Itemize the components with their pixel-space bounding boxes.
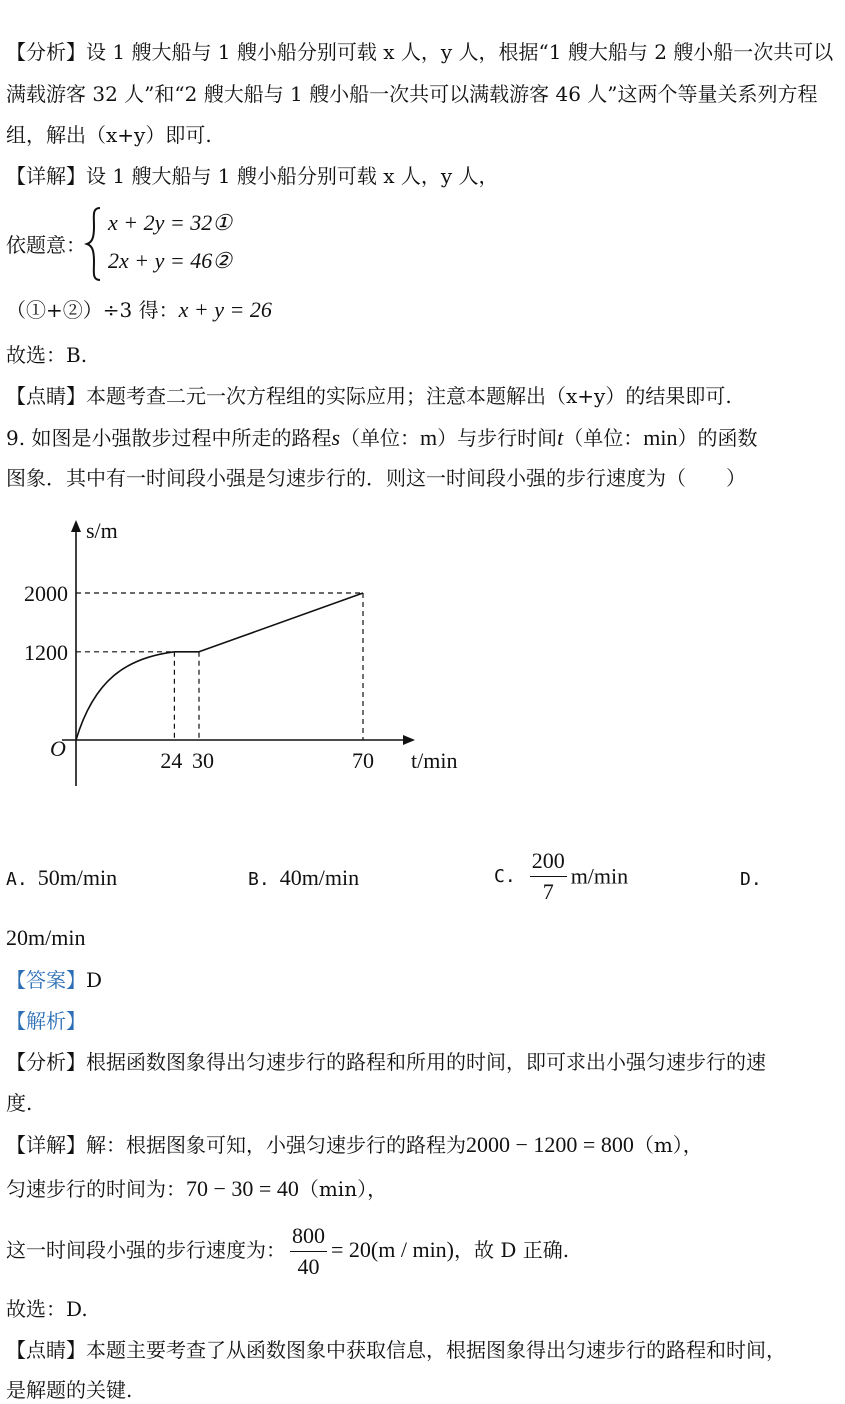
q8-analysis-tag: 【分析】: [6, 40, 86, 64]
q9-answer: D: [86, 968, 103, 992]
q9-analysis-text1: 根据函数图象得出匀速步行的路程和所用的时间，即可求出小强匀速步行的速: [86, 1050, 766, 1074]
q8-step-prefix: （①+②）÷3 得：: [6, 298, 179, 322]
option-c-denominator: 7: [542, 879, 554, 904]
chart-axes: [62, 520, 415, 786]
q9-unit-t-close: ）的函数: [677, 426, 758, 450]
option-a[interactable]: [6, 864, 117, 894]
q9-stem-line1: [6, 424, 758, 452]
q8-comment-text: 本题考查二元一次方程组的实际应用；注意本题解出（x+y）的结果即可.: [86, 384, 732, 408]
q8-analysis-line3: 组，解出（x+y）即可.: [6, 123, 212, 147]
option-d-letter: D.: [740, 869, 762, 890]
brace-icon: [84, 206, 104, 282]
q8-comment-tag: 【点睛】: [6, 384, 86, 408]
q9-choice: 故选：D.: [6, 1297, 88, 1321]
q9-unit-min: min: [643, 425, 678, 450]
q8-analysis-line2: 满载游客 32 人”和“2 艘大船与 1 艘小船一次共可以满载游客 46 人”这两个等量关系列方程: [6, 82, 818, 106]
q9-speed-denominator: 40: [297, 1254, 320, 1279]
q9-detail-unit1: （m），: [633, 1133, 703, 1157]
option-b-letter: B.: [248, 869, 270, 890]
q9-var-s: s: [331, 425, 341, 450]
q9-detail-expr1: 2000 − 1200 = 800: [466, 1132, 634, 1157]
q9-unit-t-open: （单位：: [563, 426, 644, 450]
chart-series: [76, 593, 363, 740]
option-c-unit: m/min: [570, 863, 629, 889]
q9-explain-tag: 【解析】: [6, 1009, 86, 1033]
q9-stem-text1: 9. 如图是小强散步过程中所走的路程: [6, 426, 332, 450]
q8-equation-2: 2x + y = 46②: [108, 248, 232, 273]
q9-comment-tag: 【点睛】: [6, 1338, 86, 1362]
q8-equation-1: x + 2y = 32①: [108, 210, 232, 235]
q9-unit-s-close: ）与步行时间: [437, 426, 558, 450]
y-tick-label-1200: 1200: [24, 639, 68, 665]
q9-comment-line1: [6, 1336, 786, 1364]
q9-comment-text1: 本题主要考查了从函数图象中获取信息，根据图象得出匀速步行的路程和时间，: [86, 1338, 786, 1362]
q9-detail-line3: [6, 1218, 569, 1282]
q9-analysis-line2: 度.: [6, 1091, 33, 1115]
x-tick-label-30: 30: [192, 748, 214, 773]
chart-labels: [24, 518, 457, 773]
y-axis-label: s/m: [86, 518, 118, 543]
q8-step-line: [6, 296, 272, 324]
option-a-letter: A.: [6, 869, 28, 890]
option-c-numerator: 200: [530, 846, 567, 877]
q8-comment-line: [6, 382, 732, 410]
q9-stem-line2: 图象．其中有一时间段小强是匀速步行的．则这一时间段小强的步行速度为（ ）: [6, 466, 746, 490]
q9-detail-text2: 匀速步行的时间为：: [6, 1177, 186, 1201]
option-c[interactable]: [494, 846, 628, 907]
q9-unit-s-open: （单位：: [340, 426, 421, 450]
option-b[interactable]: [248, 864, 359, 894]
q9-speed-fraction: [290, 1221, 327, 1282]
option-d-value: 20m/min: [6, 925, 86, 950]
q9-analysis-line1: [6, 1048, 766, 1076]
option-a-value: 50m/min: [37, 865, 118, 890]
q8-detail-line1: [6, 162, 499, 190]
series-curve: [76, 652, 174, 740]
q9-comment-line2: 是解题的关键.: [6, 1378, 133, 1402]
q9-speed-result: = 20(m / min): [331, 1237, 455, 1262]
q9-detail-unit2: （min），: [298, 1177, 388, 1201]
q9-detail-conclusion: ，故 D 正确.: [454, 1238, 570, 1262]
q8-system-label: 依题意：: [6, 233, 86, 257]
q9-detail-text3: 这一时间段小强的步行速度为：: [6, 1238, 286, 1262]
q9-detail-expr2: 70 − 30 = 40: [186, 1176, 299, 1201]
q9-detail-tag: 【详解】: [6, 1133, 86, 1157]
x-axis-label: t/min: [411, 748, 458, 773]
q8-choice: 故选：B.: [6, 343, 88, 367]
q9-detail-text1: 解：根据图象可知，小强匀速步行的路程为: [86, 1133, 466, 1157]
q9-answer-tag: 【答案】: [6, 968, 86, 992]
q8-analysis-line1: [6, 38, 833, 66]
q8-detail-tag: 【详解】: [6, 164, 86, 188]
q8-detail-text: 设 1 艘大船与 1 艘小船分别可载 x 人，y 人，: [86, 164, 499, 188]
origin-label: O: [50, 736, 66, 761]
y-tick-label-2000: 2000: [24, 581, 68, 606]
q8-step-expression: x + y = 26: [178, 297, 272, 322]
option-c-fraction: [530, 846, 567, 907]
q9-detail-line2: [6, 1175, 387, 1203]
q9-answer-line: [6, 966, 102, 994]
q9-var-t: t: [557, 425, 564, 450]
distance-time-chart: [10, 512, 490, 812]
q9-speed-numerator: 800: [290, 1221, 327, 1252]
q8-analysis-text1: 设 1 艘大船与 1 艘小船分别可载 x 人，y 人，根据“1 艘大船与 2 艘小船一次共可以: [86, 40, 834, 64]
option-c-letter: C.: [494, 865, 516, 887]
x-tick-label-70: 70: [352, 748, 374, 773]
q9-analysis-tag: 【分析】: [6, 1050, 86, 1074]
y-axis-arrow-icon: [71, 520, 81, 532]
chart-guides: [76, 593, 363, 740]
series-linear: [199, 593, 363, 652]
q9-unit-m: m: [420, 425, 438, 450]
option-d[interactable]: [740, 864, 772, 894]
option-b-value: 40m/min: [279, 865, 360, 890]
q9-detail-line1: [6, 1131, 703, 1159]
x-axis-arrow-icon: [403, 735, 415, 745]
x-tick-label-24: 24: [160, 748, 183, 773]
